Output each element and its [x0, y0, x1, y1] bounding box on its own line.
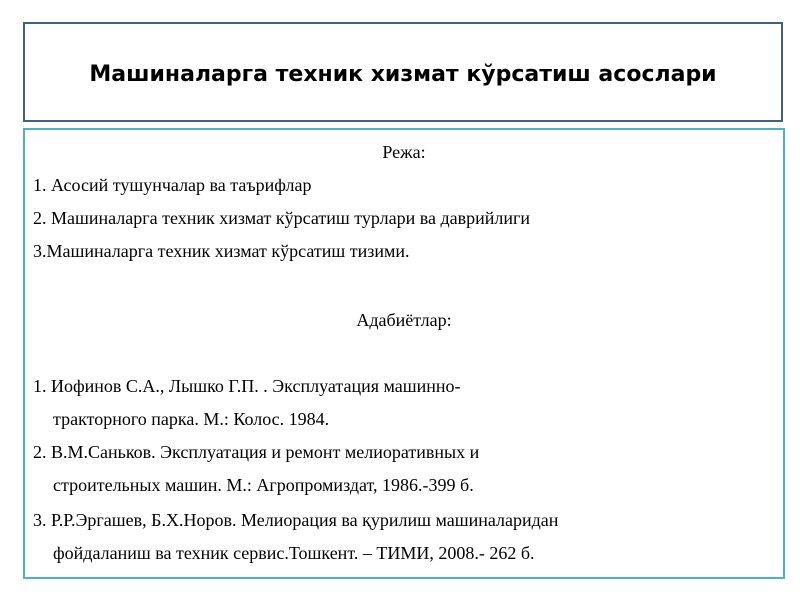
plan-item-1: 1. Асосий тушунчалар ва таърифлар [33, 175, 312, 195]
literature-item-2-line-1: 2. В.М.Саньков. Эксплуатация и ремонт мелиоративных и [33, 442, 480, 462]
literature-heading: Адабиётлар: [356, 310, 452, 330]
literature-item-3-line-1: 3. Р.Р.Эргашев, Б.Х.Норов. Мелиорация ва қурилиш машиналаридан [33, 510, 559, 530]
title-box [23, 22, 783, 122]
content-box [23, 128, 785, 579]
literature-item-3-line-2: фойдаланиш ва техник сервис.Тошкент. – ТИМИ, 2008.- 262 б. [53, 543, 535, 563]
plan-item-3: 3.Машиналарга техник хизмат кўрсатиш тизими. [33, 241, 410, 261]
literature-item-1-line-2: тракторного парка. М.: Колос. 1984. [53, 409, 330, 429]
plan-item-2: 2. Машиналарга техник хизмат кўрсатиш турлари ва даврийлиги [33, 208, 531, 228]
slide-title: Машиналарга техник хизмат кўрсатиш асослари [89, 61, 717, 87]
literature-item-1-line-1: 1. Иофинов С.А., Лышко Г.П. . Эксплуатация машинно- [33, 376, 461, 396]
plan-heading: Режа: [382, 142, 426, 162]
literature-item-2-line-2: строительных машин. М.: Агропромиздат, 1986.-399 б. [53, 475, 474, 495]
